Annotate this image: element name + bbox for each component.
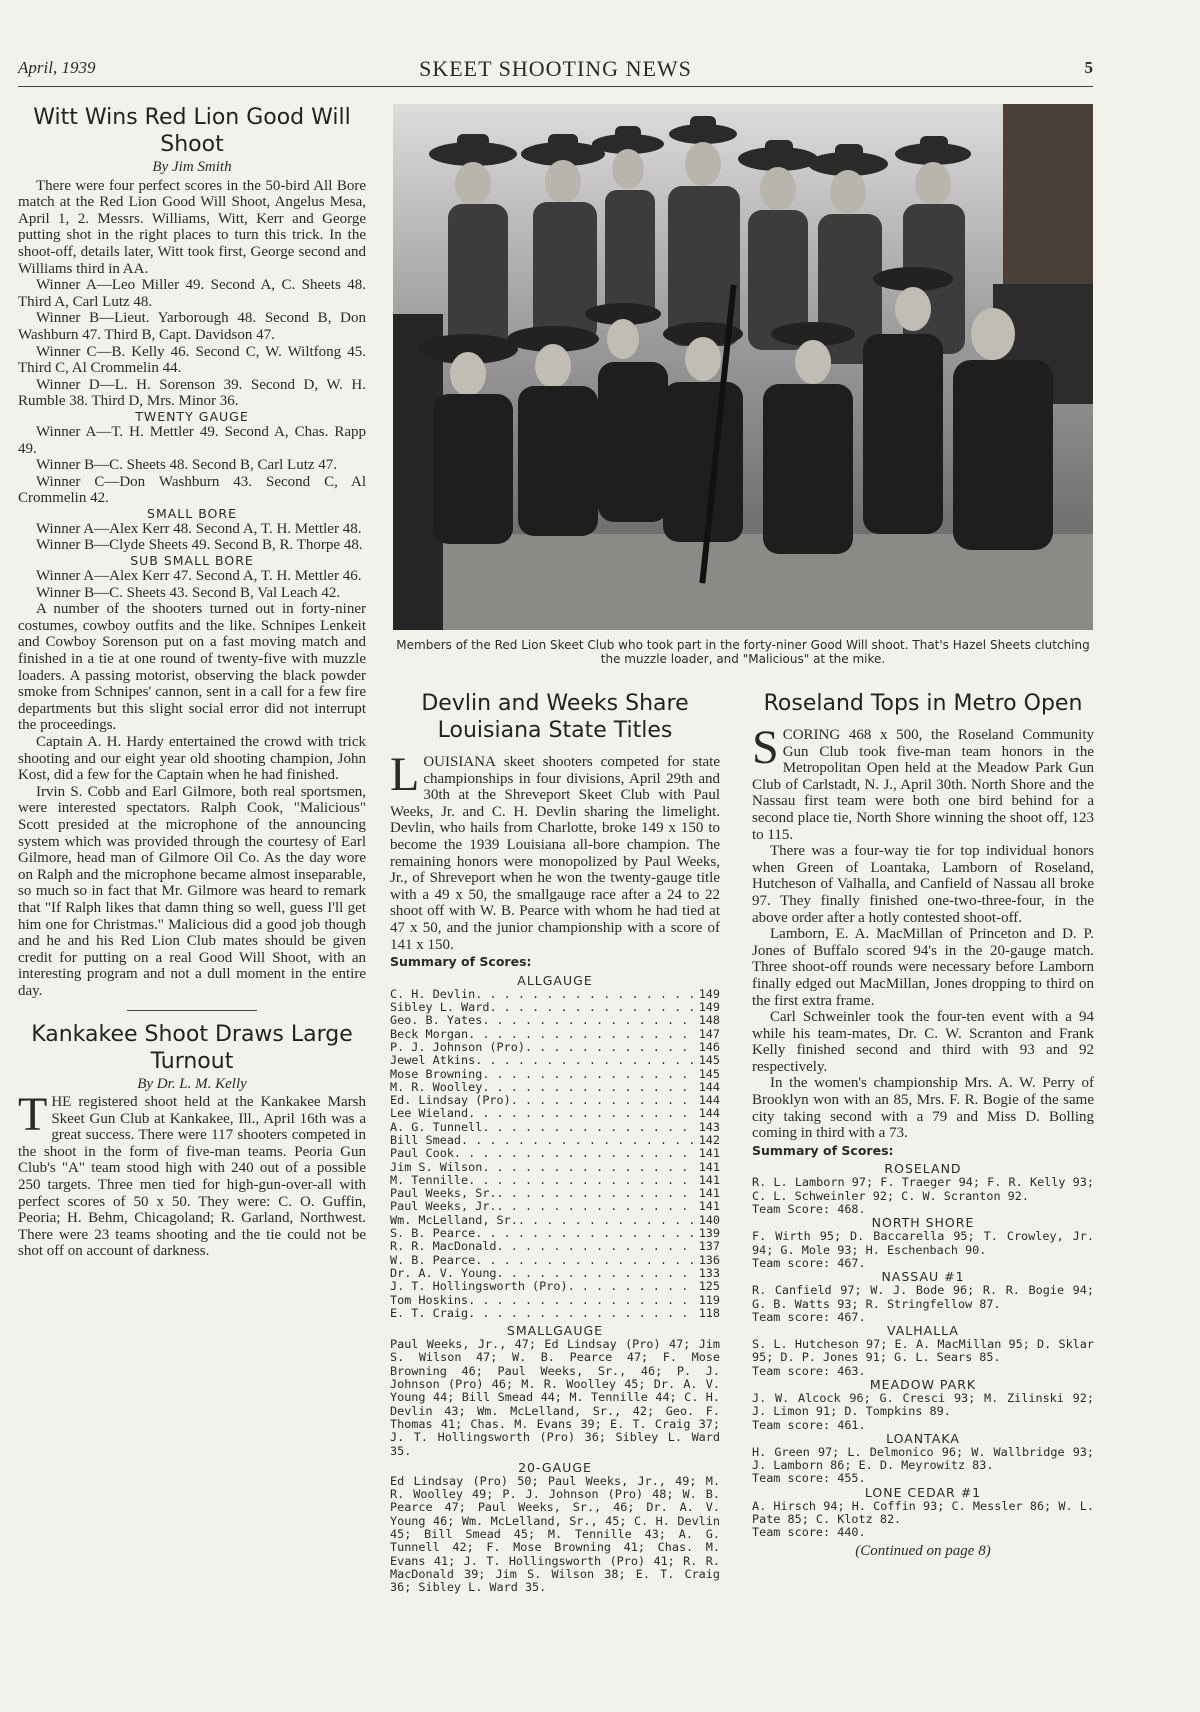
page-header	[18, 50, 1093, 87]
shooter-score: 125	[698, 1279, 720, 1294]
team-member-scores: H. Green 97; L. Delmonico 96; W. Wallbridge 93; J. Lamborn 86; E. D. Meyrowitz 83.	[752, 1444, 1094, 1473]
lead-word: HE	[51, 1094, 72, 1111]
publication-title: SKEET SHOOTING NEWS	[419, 56, 692, 81]
shooter-score: 133	[698, 1265, 720, 1280]
score-row	[390, 1267, 720, 1280]
shooter-score: 147	[698, 1026, 720, 1041]
shooter-name: Mose Browning	[390, 1066, 483, 1081]
witt-paragraph: Winner D—L. H. Sorenson 39. Second D, W. H. Rumble 38. Third D, Mrs. Minor 36.	[18, 376, 366, 410]
drop-cap: S	[752, 721, 779, 774]
shooter-name: Tom Hoskins	[390, 1292, 469, 1307]
section-subhead: ALLGAUGE	[517, 972, 593, 988]
shooter-score: 139	[698, 1226, 720, 1241]
witt-paragraph: Winner A—Alex Kerr 47. Second A, T. H. Mettler 46.	[36, 568, 362, 585]
kankakee-article-title: Kankakee Shoot Draws Large Turnout	[31, 1021, 353, 1074]
middle-column	[390, 690, 720, 1594]
leader-dots	[497, 1187, 696, 1200]
score-row	[390, 1054, 720, 1067]
score-row	[390, 1187, 720, 1200]
score-row	[390, 1081, 720, 1094]
roseland-paragraph: Lamborn, E. A. MacMillan of Princeton and D. P. Jones of Buffalo scored 94's in the 20-gauge match. Three shoot-off rounds were necessary before Lamborn finally edged out MacMillan, Jones dropping to third on the first extra frame.	[752, 926, 1094, 1009]
kankakee-paragraph	[18, 1088, 366, 1260]
shooter-score: 148	[698, 1013, 720, 1028]
leader-dots	[497, 1200, 696, 1213]
leader-dots	[468, 1107, 696, 1120]
team-name: LOANTAKA	[886, 1430, 960, 1446]
issue-date: April, 1939	[18, 58, 96, 77]
leader-dots	[482, 1161, 695, 1174]
devlin-body: skeet shooters competed for state championships in four divisions, April 29th and 30th at the Shreveport Skeet Club with Paul Weeks, Jr. and C. H. Devlin sharing the limelight. Devlin, who hails from Charlotte, broke 149 x 150 to become the 1939 Louisiana all-bore champion. The remaining honors were monopolized by Paul Weeks, Jr., of Shreveport when he won the twenty-gauge title with a 49 x 50, the smallgauge race after a 24 to 22 shoot off with W. B. Pearce with whom he had tied at 47 x 50, and the junior championship with a score of 141 x 150.	[390, 754, 720, 953]
score-row	[390, 1174, 720, 1187]
witt-paragraph: A number of the shooters turned out in forty-niner costumes, cowboy outfits and the like. Schnipes Lenkeit and Cowboy Sorenson put on a fast moving match and finished in a tie at one round of twenty-five with muzzle loaders. A passing motorist, observing the black powder smoke from Schnipes' cannon, sent in a call for a few fire departments but this slight social error did not interrupt the proceedings.	[18, 601, 366, 734]
section-subhead: SMALL BORE	[147, 505, 237, 521]
shooter-score: 142	[698, 1132, 720, 1147]
shooter-name: Ed. Lindsay (Pro)	[390, 1093, 511, 1108]
shooter-score: 145	[698, 1053, 720, 1068]
team-member-scores: F. Wirth 95; D. Baccarella 95; T. Crowley, Jr. 94; G. Mole 93; H. Eschenbach 90.	[752, 1229, 1094, 1257]
leader-dots	[454, 1147, 696, 1160]
score-row	[390, 1028, 720, 1041]
leader-dots	[482, 1068, 695, 1081]
roseland-paragraph	[752, 721, 1094, 843]
score-row	[390, 1227, 720, 1240]
team-member-scores: J. W. Alcock 96; G. Cresci 93; M. Zilinski 92; J. Limon 91; D. Tompkins 89.	[752, 1391, 1094, 1419]
leader-dots	[468, 1307, 696, 1320]
shooter-score: 140	[698, 1212, 720, 1227]
shooter-name: Paul Weeks, Jr.	[390, 1199, 497, 1214]
score-row	[390, 1280, 720, 1293]
page-number: 5	[1084, 58, 1093, 77]
leader-dots	[461, 1134, 696, 1147]
leader-dots	[568, 1280, 696, 1293]
shooter-score: 144	[698, 1079, 720, 1094]
shooter-name: R. R. MacDonald	[390, 1239, 497, 1254]
score-row	[390, 1307, 720, 1320]
leader-dots	[497, 1267, 696, 1280]
leader-dots	[489, 1001, 695, 1014]
shooter-score: 119	[698, 1292, 720, 1307]
shooter-name: Sibley L. Ward	[390, 1000, 490, 1015]
witt-paragraph: Winner B—C. Sheets 48. Second B, Carl Lutz 47.	[36, 457, 338, 474]
smallgauge-scores: Paul Weeks, Jr., 47; Ed Lindsay (Pro) 47; Jim S. Wilson 47; W. B. Pearce 47; F. Mose Browning 46; Paul Weeks, Sr., 46; P. J. Johnson (Pro) 46; M. R. Woolley 45; Dr. A. V. Young 44; Bill Smead 44; M. Tennille 44; C. H. Devlin 43; Wm. McLelland, Sr., 42; Geo. F. Thomas 41; Chas. M. Evans 39; E. T. Craig 37; J. T. Hollingsworth (Pro) 36; Sibley L. Ward 35.	[390, 1337, 720, 1458]
witt-paragraph: There were four perfect scores in the 50-bird All Bore match at the Red Lion Good Will Shoot, Angelus Mesa, April 1, 2. Messrs. Williams, Witt, Kerr and George putting shot in the right places to turn this trick. In the shoot-off, details later, Witt took first, George second and Williams third in AA.	[18, 177, 366, 277]
lead-word: CORING	[782, 727, 841, 743]
shooter-name: Lee Wieland	[390, 1106, 469, 1121]
shooter-name: Jewel Atkins	[390, 1053, 476, 1068]
team-block	[752, 1432, 1094, 1486]
leader-dots	[482, 1014, 695, 1027]
shooter-name: C. H. Devlin	[390, 986, 476, 1001]
team-name: NASSAU #1	[881, 1269, 965, 1285]
witt-paragraph: Winner C—B. Kelly 46. Second C, W. Wiltfong 45. Third C, Al Crommelin 44.	[18, 343, 366, 377]
witt-paragraph: Winner B—Lieut. Yarborough 48. Second B, Don Washburn 47. Third B, Capt. Davidson 47.	[18, 310, 366, 343]
score-row	[390, 1254, 720, 1267]
team-block	[752, 1216, 1094, 1270]
team-name: ROSELAND	[884, 1161, 962, 1177]
kankakee-byline: By Dr. L. M. Kelly	[137, 1075, 247, 1092]
team-name: MEADOW PARK	[869, 1377, 977, 1392]
shooter-name: A. G. Tunnell	[390, 1119, 483, 1134]
shooter-score: 141	[698, 1146, 720, 1161]
team-block	[752, 1486, 1094, 1540]
score-row	[390, 1214, 720, 1227]
shooter-score: 149	[698, 986, 720, 1001]
shooter-score: 144	[698, 1093, 720, 1108]
leader-dots	[511, 1094, 696, 1107]
witt-paragraph: Winner C—Don Washburn 43. Second C, Al Crommelin 42.	[18, 473, 366, 507]
shooter-name: Dr. A. V. Young	[390, 1265, 497, 1280]
leader-dots	[497, 1240, 696, 1253]
summary-heading: Summary of Scores:	[752, 1142, 894, 1158]
group-photo-image	[393, 104, 1093, 630]
score-row	[390, 1107, 720, 1120]
shooter-name: Jim S. Wilson	[390, 1159, 483, 1174]
leader-dots	[475, 988, 695, 1001]
score-row	[390, 1014, 720, 1027]
team-name: LONE CEDAR #1	[864, 1484, 982, 1500]
shooter-score: 136	[698, 1252, 720, 1267]
shooter-score: 145	[698, 1066, 720, 1081]
witt-paragraph: Captain A. H. Hardy entertained the crowd with trick shooting and our eight year old shooting champion, John Kost, did a few for the Captain when he had finished.	[18, 734, 366, 784]
section-subhead: TWENTY GAUGE	[135, 408, 249, 424]
drop-cap: L	[390, 748, 420, 801]
team-total: Team score: 467.	[752, 1309, 866, 1324]
lead-word: OUISIANA	[423, 754, 496, 770]
right-column	[752, 690, 1094, 1559]
witt-paragraph: Winner A—T. H. Mettler 49. Second A, Chas. Rapp 49.	[18, 423, 366, 457]
witt-article-title: Witt Wins Red Lion Good Will Shoot	[33, 105, 351, 157]
score-row	[390, 988, 720, 1001]
score-row	[390, 1240, 720, 1253]
team-block	[752, 1270, 1094, 1324]
shooter-name: Geo. B. Yates	[390, 1013, 483, 1028]
team-score-list	[752, 1162, 1094, 1539]
section-subhead: SMALLGAUGE	[506, 1323, 604, 1339]
shooter-score: 144	[698, 1106, 720, 1121]
team-block	[752, 1162, 1094, 1216]
shooter-name: J. T. Hollingsworth (Pro)	[390, 1279, 568, 1294]
leader-dots	[468, 1174, 696, 1187]
witt-paragraph: Winner A—Leo Miller 49. Second A, C. Sheets 48. Third A, Carl Lutz 48.	[18, 277, 366, 310]
devlin-paragraph	[390, 748, 720, 953]
leader-dots	[518, 1214, 696, 1227]
team-total: Team score: 463.	[752, 1363, 866, 1378]
score-row	[390, 1147, 720, 1160]
team-total: Team score: 467.	[752, 1255, 866, 1270]
leader-dots	[525, 1041, 696, 1054]
score-row	[390, 1121, 720, 1134]
score-row	[390, 1094, 720, 1107]
divider	[127, 1010, 257, 1011]
club-group-photo	[393, 104, 1093, 630]
team-member-scores: R. Canfield 97; W. J. Bode 96; R. R. Bogie 94; G. B. Watts 93; R. Stringfellow 87.	[752, 1283, 1094, 1311]
shooter-score: 141	[698, 1159, 720, 1174]
shooter-score: 141	[698, 1172, 720, 1187]
leader-dots	[475, 1254, 695, 1267]
shooter-score: 146	[698, 1039, 720, 1054]
leader-dots	[468, 1028, 696, 1041]
leader-dots	[475, 1054, 695, 1067]
photo-caption: Members of the Red Lion Skeet Club who took part in the forty-niner Good Will shoot. That's Hazel Sheets clutching the muzzle loader, and "Malicious" at the mike.	[396, 638, 1090, 666]
shooter-name: Bill Smead	[390, 1132, 462, 1147]
team-name: VALHALLA	[887, 1323, 959, 1339]
kankakee-body: registered shoot held at the Kankakee Marsh Skeet Gun Club at Kankakee, Ill., April 16th was a great success. There were 117 shooters competed in the shoot in the form of five-man teams. Peoria Gun Club's "A" team stood high with 240 out of a possible 250 targets. Three men tied for high-gun-over-all with perfect scores of 50 x 50. They were: C. O. Guffin, Peoria; H. Behm, Chicagoland; R. Garland, Northwest. There were 23 teams shooting and the tie could not be shot off on account of darkness.	[18, 1094, 366, 1260]
team-block	[752, 1324, 1094, 1378]
shooter-score: 118	[698, 1305, 720, 1320]
witt-paragraph: Winner A—Alex Kerr 48. Second A, T. H. Mettler 48.	[36, 520, 362, 537]
gauge20-scores: Ed Lindsay (Pro) 50; Paul Weeks, Jr., 49; M. R. Woolley 49; P. J. Johnson (Pro) 48; W. B. Pearce 47; Paul Weeks, Sr., 46; Dr. A. V. Young 46; Wm. McLelland, Sr., 45; C. H. Devlin 45; Bill Smead 45; M. Tennille 43; A. G. Tunnell 42; F. Mose Browning 41; Chas. M. Evans 41; J. T. Hollingsworth (Pro) 41; R. R. MacDonald 39; Jim S. Wilson 38; E. T. Craig 36; Sibley L. Ward 35.	[390, 1473, 720, 1595]
witt-paragraph: Winner B—C. Sheets 43. Second B, Val Leach 42.	[36, 584, 341, 601]
leader-dots	[475, 1227, 695, 1240]
team-total: Team Score: 468.	[752, 1202, 866, 1217]
score-row	[390, 1161, 720, 1174]
shooter-name: E. T. Craig	[390, 1305, 469, 1320]
shooter-score: 141	[698, 1186, 720, 1201]
team-member-scores: A. Hirsch 94; H. Coffin 93; C. Messler 86; W. L. Pate 85; C. Klotz 82.	[752, 1498, 1094, 1527]
witt-paragraph: Irvin S. Cobb and Earl Gilmore, both real sportsmen, were interested spectators. Ralph Cook, "Malicious" Scott presided at the microphone of the announcing system which was provided through the courtesy of Earl Gilmore, head man of Gilmore Oil Co. As the day wore on Ralph and the microphone became almost inseparable, so much so in fact that Mr. Gilmore was heard to remark that "If Ralph likes that damn thing so well, guess I'll get him one for Christmas." Malicious did a good job though and he and his Red Lion Club mates should be given credit for putting on a real Good Will Shoot, with an interesting program and not a dull moment in the entire day.	[18, 783, 366, 999]
shooter-score: 141	[698, 1199, 720, 1214]
shooter-name: P. J. Johnson (Pro)	[390, 1039, 525, 1054]
shooter-name: M. Tennille	[390, 1172, 469, 1187]
team-member-scores: S. L. Hutcheson 97; E. A. MacMillan 95; D. Sklar 95; D. P. Jones 91; G. L. Sears 85.	[752, 1337, 1094, 1365]
team-block	[752, 1378, 1094, 1432]
team-total: Team score: 461.	[752, 1417, 866, 1432]
roseland-paragraph: In the women's championship Mrs. A. W. Perry of Brooklyn won with an 85, Mrs. F. R. Bogie of the same city taking second with a 79 and Miss D. Bolling coming in third with a 73.	[752, 1075, 1094, 1142]
continued-note: (Continued on page 8)	[855, 1542, 991, 1559]
score-row	[390, 1294, 720, 1307]
roseland-paragraph: There was a four-way tie for top individual honors when Green of Loantaka, Lamborn of Roseland, Hutcheson of Valhalla, and Canfield of Nassau all broke 97. They finally finished one-two-three-four, in the above order after a hotly contested shoot-off.	[752, 843, 1094, 926]
shooter-name: Paul Weeks, Sr.	[390, 1186, 497, 1201]
score-row	[390, 1200, 720, 1213]
section-subhead: 20-GAUGE	[518, 1459, 592, 1475]
witt-paragraph: Winner B—Clyde Sheets 49. Second B, R. Thorpe 48.	[36, 537, 363, 554]
allgauge-score-list	[390, 988, 720, 1320]
shooter-name: M. R. Woolley	[390, 1079, 483, 1094]
score-row	[390, 1001, 720, 1014]
shooter-score: 137	[698, 1239, 720, 1254]
devlin-article-title: Devlin and Weeks Share Louisiana State Titles	[421, 691, 689, 743]
drop-cap: T	[18, 1088, 48, 1142]
leader-dots	[482, 1121, 695, 1134]
left-column	[18, 104, 366, 1260]
witt-byline: By Jim Smith	[152, 159, 232, 175]
roseland-article-title: Roseland Tops in Metro Open	[763, 691, 1083, 716]
section-subhead: SUB SMALL BORE	[130, 553, 254, 569]
shooter-name: Paul Cook	[390, 1146, 454, 1161]
leader-dots	[468, 1294, 696, 1307]
team-name: NORTH SHORE	[871, 1215, 975, 1231]
score-row	[390, 1068, 720, 1081]
shooter-score: 149	[698, 1000, 720, 1015]
shooter-name: W. B. Pearce	[390, 1252, 476, 1267]
shooter-score: 143	[698, 1119, 720, 1134]
score-row	[390, 1134, 720, 1147]
score-row	[390, 1041, 720, 1054]
leader-dots	[482, 1081, 695, 1094]
shooter-name: Wm. McLelland, Sr.	[390, 1212, 518, 1227]
team-member-scores: R. L. Lamborn 97; F. Traeger 94; F. R. Kelly 93; C. L. Schweinler 92; C. W. Scranton 92.	[752, 1175, 1094, 1203]
summary-heading: Summary of Scores:	[390, 954, 532, 970]
team-total: Team score: 440.	[752, 1525, 866, 1540]
roseland-paragraph: Carl Schweinler took the four-ten event with a 94 while his team-mates, Dr. C. W. Scranton and Frank Kelly finished second and third with 93 and 92 respectively.	[752, 1009, 1094, 1075]
shooter-name: S. B. Pearce	[390, 1226, 476, 1241]
roseland-body: 468 x 500, the Roseland Community Gun Club took five-man team honors in the Metropolitan Open held at the Meadow Park Gun Club of Carlstadt, N. J., April 30th. North Shore and the Nassau first team were both one bird behind for a second place tie, North Shore winning the shoot off, 123 to 115.	[752, 727, 1094, 843]
team-total: Team score: 455.	[752, 1471, 866, 1486]
shooter-name: Beck Morgan	[390, 1026, 469, 1041]
